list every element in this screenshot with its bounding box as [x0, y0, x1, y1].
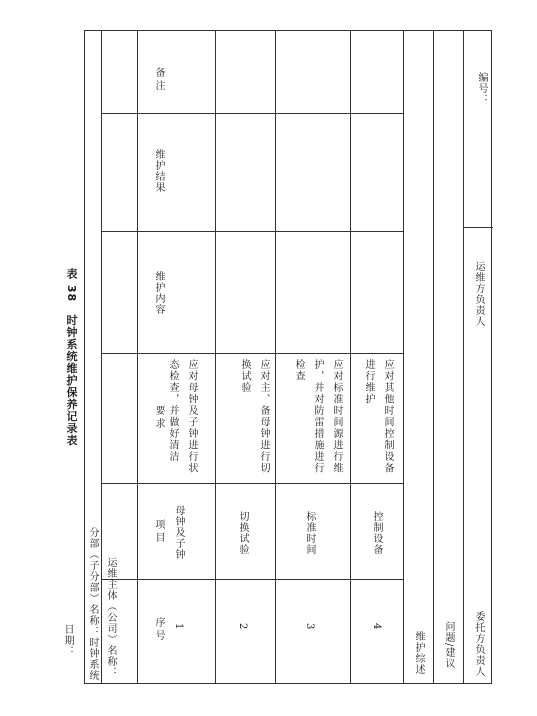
row-item: 母钟及子钟	[173, 505, 184, 560]
row-item: 切换试验	[237, 511, 248, 555]
subsection-name: 分部（子分部）名称：时钟系统	[87, 527, 98, 681]
client-signature-label: 委托方负责人	[473, 611, 484, 677]
divider	[350, 31, 351, 683]
row-seq: 2	[237, 623, 248, 631]
row-item: 控制设备	[371, 511, 382, 555]
divider	[101, 483, 403, 484]
row-seq: 4	[371, 623, 382, 631]
divider	[275, 31, 276, 683]
divider	[403, 31, 404, 683]
maintenance-summary-label: 维护综述	[413, 631, 424, 675]
divider	[101, 231, 403, 232]
header-item: 项目	[153, 519, 164, 545]
row-item: 标准时间	[304, 511, 315, 555]
issues-suggestions-label: 问题/建议	[443, 621, 454, 670]
operator-company-name: 运维主体（公司）名称：	[105, 557, 116, 678]
divider	[101, 113, 403, 114]
row-requirement: 应对其他时间控制设备进行维护	[363, 359, 393, 474]
divider	[463, 227, 493, 228]
row-requirement: 应对标准时间源进行维护，并对防雷措施进行检查	[293, 359, 342, 474]
header-note: 备注	[153, 67, 164, 93]
row-seq: 1	[173, 623, 184, 631]
header-result: 维护结果	[153, 149, 164, 193]
row-requirement: 应对母钟及子钟进行状态检查，并做好清洁	[167, 359, 197, 474]
row-seq: 3	[304, 623, 315, 631]
divider	[101, 31, 102, 683]
header-seq: 序号	[153, 617, 164, 643]
row-requirement: 应对主、备母钟进行切换试验	[239, 359, 269, 474]
divider	[137, 31, 138, 683]
divider	[101, 579, 403, 580]
date-label: 日期：	[62, 624, 73, 657]
maintenance-record-table	[84, 30, 492, 684]
divider	[215, 31, 216, 683]
divider	[433, 31, 434, 683]
page-title: 表 38 时钟系统维护保养记录表	[65, 268, 78, 447]
header-content: 维护内容	[153, 271, 164, 315]
divider	[101, 353, 403, 354]
header-requirement: 要求	[153, 405, 164, 431]
number-label: 编号：	[476, 72, 487, 105]
operator-signature-label: 运维方负责人	[473, 261, 484, 327]
divider	[463, 31, 464, 683]
